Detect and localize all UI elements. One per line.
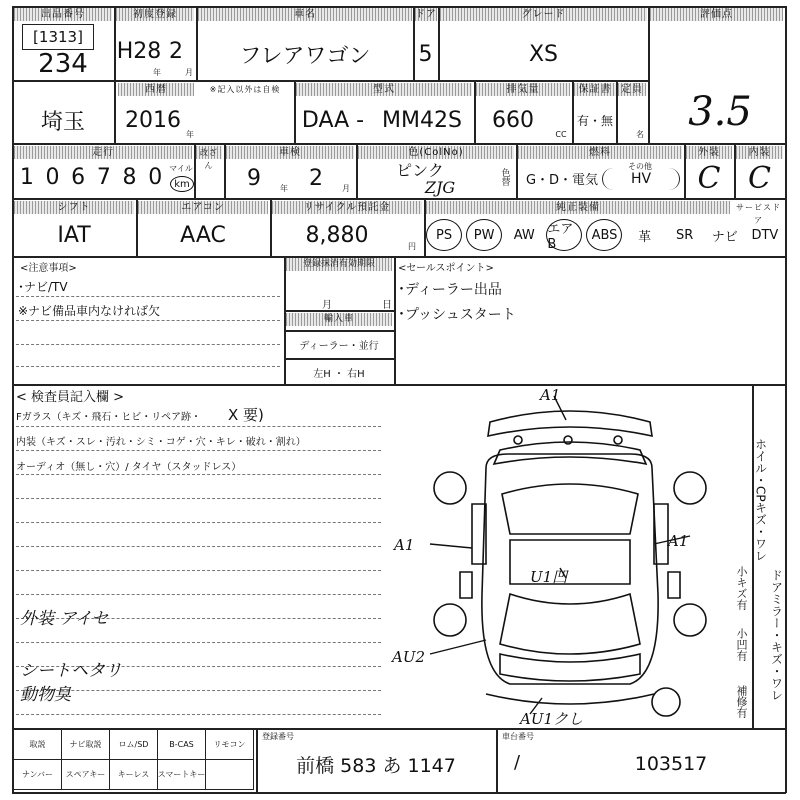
header-inspection: 車検: [226, 146, 354, 159]
mileage-digit: 8: [122, 164, 137, 190]
frame-bottom: [12, 792, 786, 794]
footer-item: ナンバー: [14, 760, 62, 790]
footer-items-grid: [14, 730, 254, 790]
side-sub-repair: 補修有: [735, 684, 748, 718]
header-meter-changed: 改ざん: [196, 146, 222, 159]
side-wheel-text: ホイル・CPキズ・ワレ: [753, 438, 768, 562]
header-score: 評価点: [650, 8, 783, 21]
footer-item: ナビ取説: [62, 730, 110, 760]
mileage-digits: [14, 160, 168, 194]
header-chassis-no: 車台番号: [502, 732, 534, 741]
color-name: ピンク: [396, 160, 444, 180]
header-grade: グレード: [440, 8, 647, 21]
footer-item: ロム/SD: [110, 730, 158, 760]
sales-point-2: ･プッシュスタート: [398, 307, 516, 323]
header-reg-no: 登録番号: [262, 732, 294, 741]
hw-au1-bottom: AU1クし: [520, 710, 584, 728]
first-reg-month-unit: 月: [185, 67, 193, 77]
displacement-unit: CC: [555, 129, 567, 139]
exterior-grade: C: [697, 160, 721, 196]
header-service-door: サービスドア: [736, 203, 781, 225]
recycle-unit: 円: [408, 241, 416, 251]
footer-item: リモコン: [206, 730, 254, 760]
equipment-item: [745, 214, 785, 256]
warranty-value: 有・無: [576, 113, 613, 128]
region: 埼玉: [40, 109, 85, 135]
equipment-label: AW: [513, 227, 535, 243]
car-damage-diagram: [390, 384, 730, 728]
equipment-label: エアB: [546, 219, 582, 251]
side-mirror-text: ドアミラー・キズ・ワレ: [769, 569, 784, 701]
inspection-year-unit: 年: [280, 183, 288, 193]
equipment-item: [464, 214, 504, 256]
header-first-reg: 初度登録: [116, 8, 194, 21]
equipment-item: [665, 214, 705, 256]
equipment-item: [584, 214, 624, 256]
hw-a1-left: A1: [394, 536, 415, 554]
mileage-unit-km: km: [170, 176, 194, 192]
header-color: 色(ColNo): [358, 146, 514, 159]
inspector-line-audio: オーディオ（無し・穴）/ タイヤ（スタッドレス）: [16, 462, 242, 473]
fglass-mark: X 要): [228, 406, 264, 424]
fuel-other-value: HV: [602, 168, 680, 190]
aircon-value: AAC: [180, 222, 226, 248]
interior-grade: C: [748, 160, 771, 196]
fuel-other-label: その他: [628, 161, 652, 171]
western-year-unit: 年: [186, 129, 194, 139]
side-sub-scratch: 小キズ有: [735, 566, 748, 610]
inspection-month-unit: 月: [342, 183, 350, 193]
hw-seat-note: シートヘタリ: [20, 661, 122, 681]
equipment-item: [504, 214, 544, 256]
mileage-digit: 0: [45, 164, 60, 190]
equipment-label: PS: [426, 219, 462, 251]
reg-expiry-day: 日: [382, 300, 392, 311]
displacement-value: 660: [492, 107, 534, 133]
equipment-list: [424, 214, 785, 256]
western-year-value: 2016: [125, 107, 181, 133]
color-change-label: 色替: [499, 168, 510, 186]
hw-a1-right: A1: [668, 532, 689, 550]
fuel-options: G・D・電気: [525, 172, 599, 188]
header-capacity: 定員: [618, 83, 646, 96]
steering-value: 左H ・ 右H: [313, 368, 365, 380]
lot-box: [1313]: [22, 24, 94, 50]
header-fuel: 燃料: [518, 146, 682, 159]
mileage-digit: 1: [19, 164, 34, 190]
note-line-1: ･ナビ/TV: [18, 280, 68, 294]
footer-item: 取説: [14, 730, 62, 760]
hw-smell-note: 動物臭: [20, 685, 71, 705]
note-line-2: ※ナビ備品車内なければ欠: [18, 304, 161, 318]
sales-points-header: <セールスポイント>: [398, 263, 494, 274]
chassis-no-value: 103517: [634, 753, 708, 775]
mileage-digit: 0: [148, 164, 163, 190]
footer-item: スマートキー: [158, 760, 206, 790]
first-reg-year-unit: 年: [153, 67, 161, 77]
grade-value: XS: [528, 41, 559, 67]
header-import: 輸入車: [286, 313, 392, 326]
inspection-year: 9: [247, 165, 261, 191]
shift-value: IAT: [57, 222, 91, 248]
equipment-item: [625, 214, 665, 256]
capacity-unit: 名: [636, 129, 644, 139]
notes-header: <注意事項>: [20, 263, 77, 274]
equipment-label: ナビ: [711, 229, 738, 245]
footer-item: B-CAS: [158, 730, 206, 760]
header-car-name: 車名: [198, 8, 412, 21]
header-aircon: エアコン: [138, 201, 268, 214]
model-prefix: DAA -: [301, 107, 365, 133]
header-interior: 内装: [736, 146, 783, 159]
import-value: ディーラー・並行: [299, 340, 379, 352]
reg-expiry-month: 月: [322, 300, 332, 311]
header-reg-expiry: 登録抹消有効期限: [286, 258, 392, 271]
inspection-month: 2: [309, 165, 323, 191]
model-code: MM42S: [382, 107, 462, 133]
header-mileage: 走行: [14, 146, 192, 159]
equipment-label: 革: [638, 229, 652, 245]
header-model: 型式: [296, 83, 472, 96]
equipment-label: PW: [466, 219, 502, 251]
reg-no-value: 前橋 583 あ 1147: [296, 754, 456, 777]
equipment-label: ABS: [586, 219, 622, 251]
sales-point-1: ･ディーラー出品: [398, 282, 502, 298]
score-value: 3.5: [688, 89, 752, 135]
inspector-line-interior: 内装（キズ・スレ・汚れ・シミ・コゲ・穴・キレ・破れ・割れ）: [16, 437, 306, 448]
header-equipment: 純正装備: [426, 201, 730, 214]
inspector-header: < 検査員記入欄 >: [16, 390, 125, 405]
equipment-item: [544, 214, 584, 256]
hw-exterior-note: 外装 アイセ: [20, 609, 109, 629]
header-shaken-note: ※記入以外は自検: [209, 85, 281, 94]
header-doors: ドア: [415, 9, 437, 20]
header-recycle: リサイクル預託金: [272, 201, 422, 214]
side-sub-dent: 小凹有: [735, 627, 748, 661]
hw-u1-roof: U1凹: [530, 568, 568, 586]
lot-number: 234: [38, 49, 88, 79]
footer-item: [206, 760, 254, 790]
equipment-label: SR: [676, 227, 694, 243]
car-name: フレアワゴン: [239, 43, 371, 69]
footer-item: スペアキー: [62, 760, 110, 790]
equipment-item: [424, 214, 464, 256]
header-shift: シフト: [14, 201, 134, 214]
first-reg-month: 2: [169, 38, 183, 64]
recycle-value: 8,880: [305, 222, 369, 248]
mileage-digit: 7: [96, 164, 111, 190]
header-exterior: 外装: [686, 146, 732, 159]
color-code: ZJG: [424, 177, 456, 197]
first-reg-year: H28: [116, 38, 162, 64]
chassis-prefix: /: [514, 752, 521, 773]
hw-au2: AU2: [392, 648, 426, 666]
inspector-line-fglass: Fガラス（キズ・飛石・ヒビ・リペア跡・: [16, 412, 202, 423]
header-lot-no: 出品番号: [14, 8, 112, 21]
header-displacement: 排気量: [476, 83, 570, 96]
header-warranty: 保証書: [574, 83, 616, 96]
equipment-item: [705, 214, 745, 256]
doors-value: 5: [418, 41, 433, 67]
header-western-year: 西暦: [118, 83, 194, 96]
footer-item: キーレス: [110, 760, 158, 790]
mileage-digit: 6: [71, 164, 86, 190]
equipment-label: DTV: [751, 227, 779, 243]
hw-a1-top: A1: [540, 386, 561, 404]
mileage-unit-mile: マイル: [169, 163, 193, 173]
